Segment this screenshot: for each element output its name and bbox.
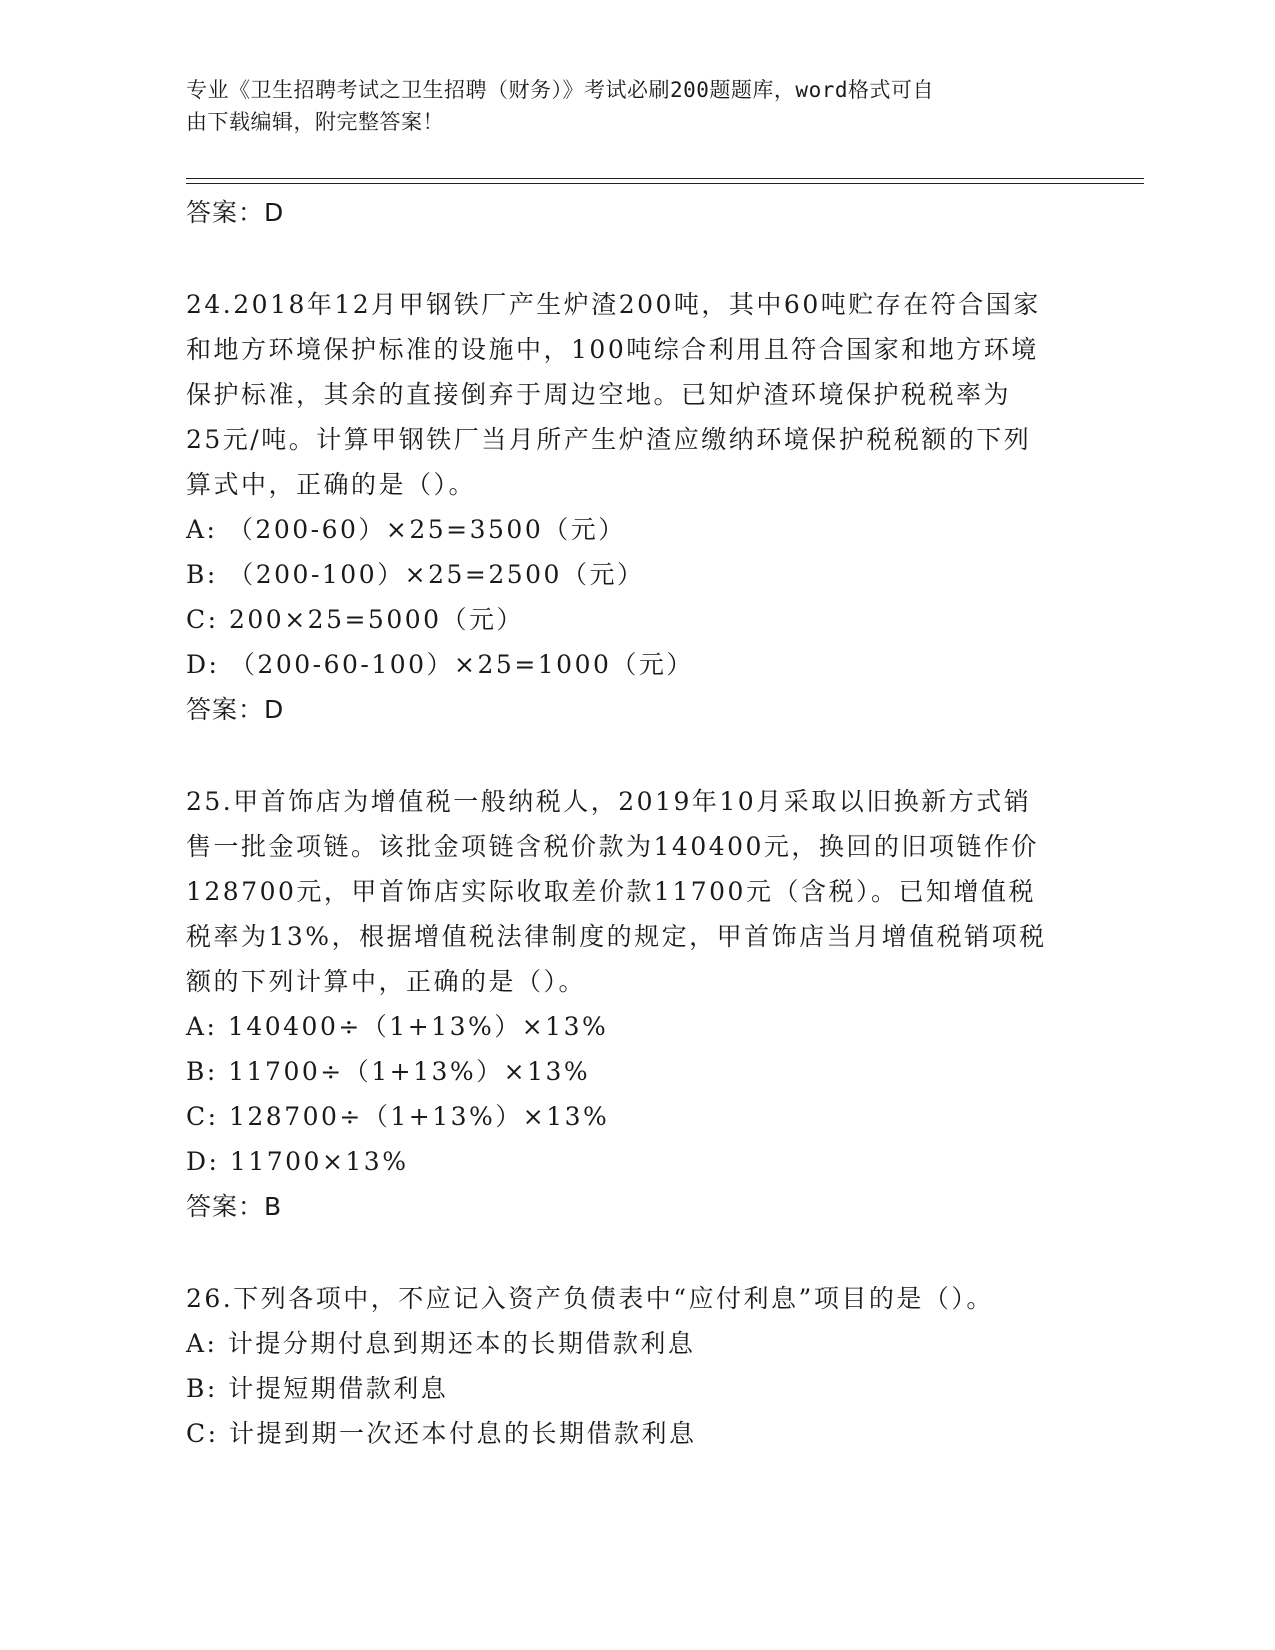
header-divider-bottom [186, 183, 1144, 184]
stem-line: 额的下列计算中，正确的是（）。 [186, 967, 587, 996]
answer-line: 答案：D [186, 198, 285, 227]
option-c: C: 128700÷（1+13%）×13% [186, 1102, 610, 1131]
question-stem [186, 1276, 1076, 1321]
spacer [186, 1230, 1076, 1276]
stem-line: 税率为13%，根据增值税法律制度的规定，甲首饰店当月增值税销项税 [186, 922, 1047, 951]
option-b: B: 计提短期借款利息 [186, 1374, 449, 1403]
question-26 [186, 1276, 1076, 1456]
stem-line: 26.下列各项中，不应记入资产负债表中“应付利息”项目的是（）。 [186, 1284, 994, 1313]
option-a: A: 140400÷（1+13%）×13% [186, 1012, 609, 1041]
header-line-1: 专业《卫生招聘考试之卫生招聘（财务）》考试必刷200题题库，word格式可自 [186, 78, 934, 102]
option-a: A: （200-60）×25=3500（元） [186, 515, 626, 544]
answer-line: 答案：D [186, 695, 285, 724]
document-header [186, 74, 1086, 138]
stem-line: 保护标准，其余的直接倒弃于周边空地。已知炉渣环境保护税税率为 [186, 380, 1012, 409]
header-line-2: 由下载编辑，附完整答案！ [186, 110, 444, 134]
option-d: D: 11700×13% [186, 1147, 409, 1176]
question-25 [186, 779, 1076, 1230]
spacer [186, 733, 1076, 779]
option-b: B: 11700÷（1+13%）×13% [186, 1057, 591, 1086]
question-stem [186, 282, 1076, 507]
answer-line: 答案：B [186, 1192, 283, 1221]
spacer [186, 236, 1076, 282]
option-d: D: （200-60-100）×25=1000（元） [186, 650, 694, 679]
stem-line: 25.甲首饰店为增值税一般纳税人，2019年10月采取以旧换新方式销 [186, 787, 1032, 816]
stem-line: 128700元，甲首饰店实际收取差价款11700元（含税）。已知增值税 [186, 877, 1036, 906]
stem-line: 售一批金项链。该批金项链含税价款为140400元，换回的旧项链作价 [186, 832, 1039, 861]
option-a: A: 计提分期付息到期还本的长期借款利息 [186, 1329, 696, 1358]
option-c: C: 计提到期一次还本付息的长期借款利息 [186, 1419, 697, 1448]
header-divider-top [186, 178, 1144, 179]
option-c: C: 200×25=5000（元） [186, 605, 525, 634]
stem-line: 24.2018年12月甲钢铁厂产生炉渣200吨，其中60吨贮存在符合国家 [186, 290, 1041, 319]
stem-line: 和地方环境保护标准的设施中，100吨综合利用且符合国家和地方环境 [186, 335, 1039, 364]
question-24 [186, 282, 1076, 733]
stem-line: 25元/吨。计算甲钢铁厂当月所产生炉渣应缴纳环境保护税税额的下列 [186, 425, 1032, 454]
question-stem [186, 779, 1076, 1004]
option-b: B: （200-100）×25=2500（元） [186, 560, 645, 589]
stem-line: 算式中，正确的是（）。 [186, 470, 477, 499]
question-list [186, 190, 1076, 1456]
